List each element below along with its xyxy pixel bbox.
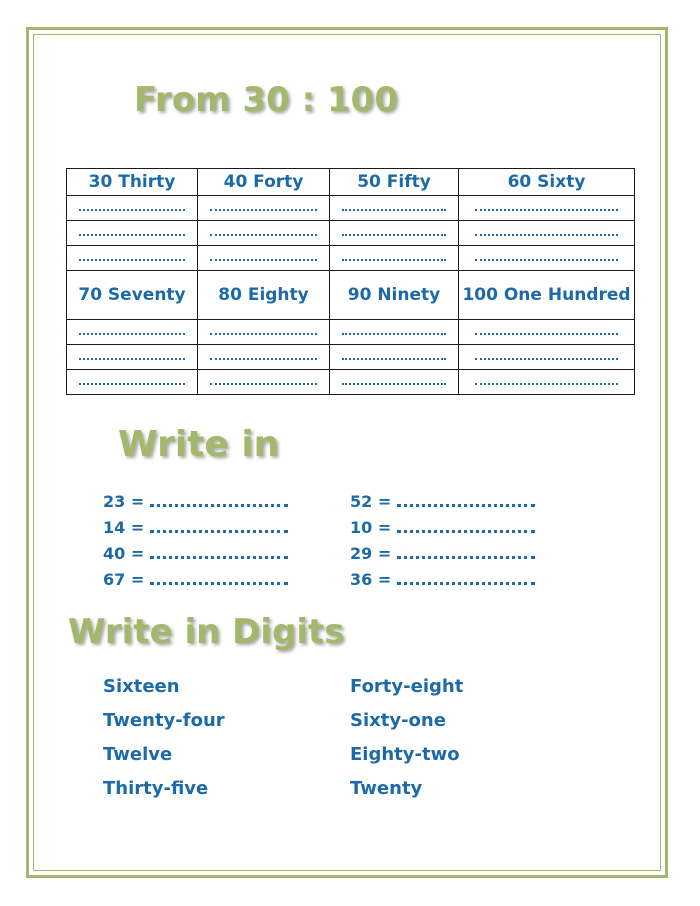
table-cell: 90 Ninety — [330, 271, 459, 320]
write-in-item — [103, 492, 288, 511]
table-blank-row — [67, 345, 635, 370]
blank-cell[interactable] — [459, 246, 635, 271]
table-blank-row — [67, 320, 635, 345]
dotted-line — [79, 379, 186, 385]
write-in-item — [103, 518, 288, 537]
dotted-line — [210, 205, 317, 211]
write-in-item — [103, 570, 288, 589]
numbers-table — [66, 168, 635, 395]
dotted-line — [342, 205, 447, 211]
answer-blank[interactable] — [397, 546, 535, 559]
blank-cell[interactable] — [67, 221, 198, 246]
write-in-item — [350, 544, 535, 563]
table-blank-row — [67, 196, 635, 221]
number-label: 67 = — [103, 570, 145, 589]
table-cell: 60 Sixty — [459, 169, 635, 196]
blank-cell[interactable] — [67, 196, 198, 221]
blank-cell[interactable] — [198, 246, 330, 271]
dotted-line — [79, 255, 186, 261]
table-cell: 50 Fifty — [330, 169, 459, 196]
table-blank-row — [67, 246, 635, 271]
dotted-line — [210, 354, 317, 360]
answer-blank[interactable] — [397, 520, 535, 533]
number-label: 52 = — [350, 492, 392, 511]
write-in-item — [350, 518, 535, 537]
blank-cell[interactable] — [67, 320, 198, 345]
page-title: From 30 : 100 — [134, 80, 398, 120]
dotted-line — [342, 354, 447, 360]
table-cell: 40 Forty — [198, 169, 330, 196]
blank-cell[interactable] — [198, 196, 330, 221]
blank-cell[interactable] — [330, 320, 459, 345]
blank-cell[interactable] — [198, 320, 330, 345]
blank-cell[interactable] — [67, 370, 198, 395]
dotted-line — [475, 379, 619, 385]
dotted-line — [475, 205, 619, 211]
blank-cell[interactable] — [330, 246, 459, 271]
blank-cell[interactable] — [459, 370, 635, 395]
dotted-line — [210, 255, 317, 261]
answer-blank[interactable] — [150, 494, 288, 507]
number-label: 14 = — [103, 518, 145, 537]
dotted-line — [79, 230, 186, 236]
number-label: 10 = — [350, 518, 392, 537]
table-cell: 30 Thirty — [67, 169, 198, 196]
number-word: Twenty-four — [103, 710, 225, 731]
dotted-line — [210, 230, 317, 236]
blank-cell[interactable] — [198, 221, 330, 246]
table-blank-row — [67, 370, 635, 395]
dotted-line — [475, 354, 619, 360]
number-word: Forty-eight — [350, 676, 464, 697]
blank-cell[interactable] — [459, 221, 635, 246]
dotted-line — [475, 255, 619, 261]
dotted-line — [210, 379, 317, 385]
dotted-line — [475, 230, 619, 236]
dotted-line — [342, 329, 447, 335]
write-in-item — [350, 570, 535, 589]
number-label: 29 = — [350, 544, 392, 563]
table-cell: 70 Seventy — [67, 271, 198, 320]
number-word: Sixteen — [103, 676, 180, 697]
blank-cell[interactable] — [330, 221, 459, 246]
blank-cell[interactable] — [198, 345, 330, 370]
blank-cell[interactable] — [459, 345, 635, 370]
answer-blank[interactable] — [397, 572, 535, 585]
dotted-line — [79, 329, 186, 335]
blank-cell[interactable] — [198, 370, 330, 395]
number-word: Sixty-one — [350, 710, 446, 731]
number-label: 36 = — [350, 570, 392, 589]
dotted-line — [475, 329, 619, 335]
table-cell: 100 One Hundred — [459, 271, 635, 320]
dotted-line — [210, 329, 317, 335]
dotted-line — [342, 379, 447, 385]
write-in-item — [350, 492, 535, 511]
dotted-line — [342, 230, 447, 236]
write-in-item — [103, 544, 288, 563]
number-label: 23 = — [103, 492, 145, 511]
number-word: Thirty-five — [103, 778, 209, 799]
number-word: Twelve — [103, 744, 173, 765]
section-title-write-in-digits: Write in Digits — [68, 612, 345, 652]
answer-blank[interactable] — [150, 520, 288, 533]
blank-cell[interactable] — [67, 246, 198, 271]
number-word: Eighty-two — [350, 744, 460, 765]
answer-blank[interactable] — [397, 494, 535, 507]
table-header-row — [67, 271, 635, 320]
table-cell: 80 Eighty — [198, 271, 330, 320]
dotted-line — [79, 354, 186, 360]
number-word: Twenty — [350, 778, 423, 799]
blank-cell[interactable] — [67, 345, 198, 370]
blank-cell[interactable] — [459, 196, 635, 221]
blank-cell[interactable] — [330, 345, 459, 370]
blank-cell[interactable] — [330, 370, 459, 395]
section-title-write-in: Write in — [118, 424, 280, 465]
number-label: 40 = — [103, 544, 145, 563]
blank-cell[interactable] — [330, 196, 459, 221]
answer-blank[interactable] — [150, 546, 288, 559]
dotted-line — [342, 255, 447, 261]
table-header-row — [67, 169, 635, 196]
table-blank-row — [67, 221, 635, 246]
answer-blank[interactable] — [150, 572, 288, 585]
blank-cell[interactable] — [459, 320, 635, 345]
dotted-line — [79, 205, 186, 211]
